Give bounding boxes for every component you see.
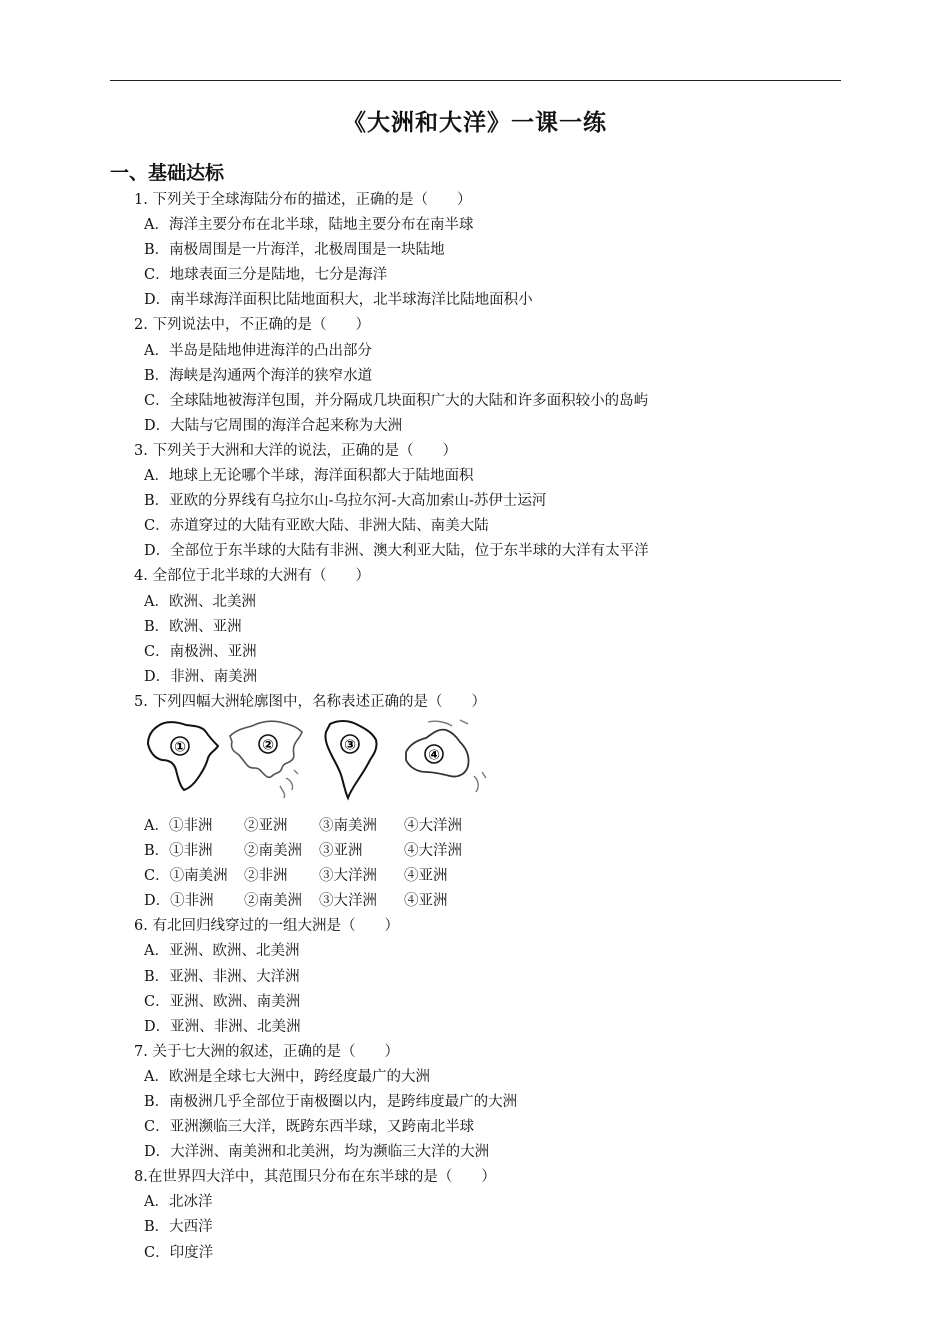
- option: B．南极周围是一片海洋，北极周围是一块陆地: [144, 242, 445, 259]
- africa-outline-map: [144, 716, 222, 796]
- option: B．亚欧的分界线有乌拉尔山-乌拉尔河-大高加索山-苏伊士运河: [144, 493, 547, 510]
- option-cell: C．①南美洲: [144, 868, 228, 885]
- south-america-outline-map: [320, 716, 382, 802]
- option-cell: ②亚洲: [244, 817, 288, 834]
- option: A．欧洲、北美洲: [144, 593, 256, 610]
- option-cell: ④亚洲: [404, 868, 448, 885]
- option-cell: ③亚洲: [319, 843, 363, 860]
- option: C．全球陆地被海洋包围，并分隔成几块面积广大的大陆和许多面积较小的岛屿: [144, 392, 649, 409]
- question-stem: 7. 关于七大洲的叙述，正确的是（ ）: [134, 1043, 399, 1060]
- continent-outline-figure: [144, 716, 834, 812]
- option: D．南半球海洋面积比陆地面积大，北半球海洋比陆地面积小: [144, 292, 533, 309]
- option-row: [134, 864, 834, 889]
- map-label: ④: [428, 747, 440, 764]
- option-row: [134, 814, 834, 839]
- option: D．大陆与它周围的海洋合起来称为大洲: [144, 417, 403, 434]
- option: B．大西洋: [144, 1219, 213, 1236]
- option-cell: ④亚洲: [404, 893, 448, 910]
- page-title: 《大洲和大洋》一课一练: [343, 110, 607, 136]
- option: B．亚洲、非洲、大洋洲: [144, 968, 300, 985]
- option: C．南极洲、亚洲: [144, 643, 257, 660]
- option-row: [134, 839, 834, 864]
- section-heading: 一、基础达标: [110, 162, 225, 184]
- option: C．赤道穿过的大陆有亚欧大陆、非洲大陆、南美大陆: [144, 518, 489, 535]
- option-cell: A．①非洲: [144, 817, 213, 834]
- map-label: ②: [262, 737, 274, 754]
- option-cell: ②非洲: [244, 868, 288, 885]
- option: D．非洲、南美洲: [144, 668, 258, 685]
- option: C．亚洲濒临三大洋，既跨东西半球，又跨南北半球: [144, 1119, 475, 1136]
- option: D．全部位于东半球的大陆有非洲、澳大利亚大陆，位于东半球的大洋有太平洋: [144, 543, 649, 560]
- option: C．印度洋: [144, 1244, 214, 1261]
- option-cell: ②南美洲: [244, 893, 302, 910]
- map-label: ③: [344, 737, 356, 754]
- option: A．半岛是陆地伸进海洋的凸出部分: [144, 342, 372, 359]
- option: C．亚洲、欧洲、南美洲: [144, 993, 301, 1010]
- question-stem: 6. 有北回归线穿过的一组大洲是（ ）: [134, 918, 399, 935]
- question-stem: 4. 全部位于北半球的大洲有（ ）: [134, 568, 370, 585]
- option: C．地球表面三分是陆地，七分是海洋: [144, 267, 388, 284]
- option: B．欧洲、亚洲: [144, 618, 242, 635]
- option: A．欧洲是全球七大洲中，跨经度最广的大洲: [144, 1068, 430, 1085]
- oceania-outline-map: [398, 716, 490, 798]
- option-cell: ④大洋洲: [404, 817, 462, 834]
- option: A．亚洲、欧洲、北美洲: [144, 943, 300, 960]
- map-label: ①: [174, 739, 186, 756]
- question-stem: 3. 下列关于大洲和大洋的说法，正确的是（ ）: [134, 442, 457, 459]
- option: A．海洋主要分布在北半球，陆地主要分布在南半球: [144, 217, 474, 234]
- option-cell: ③大洋洲: [319, 868, 377, 885]
- option: A．北冰洋: [144, 1194, 213, 1211]
- option-cell: D．①非洲: [144, 893, 214, 910]
- option-cell: ③大洋洲: [319, 893, 377, 910]
- option: A．地球上无论哪个半球，海洋面积都大于陆地面积: [144, 468, 474, 485]
- option: D．大洋洲、南美洲和北美洲，均为濒临三大洋的大洲: [144, 1144, 490, 1161]
- header-rule: [110, 80, 841, 81]
- option-cell: B．①非洲: [144, 843, 213, 860]
- asia-outline-map: [224, 716, 306, 800]
- option-row: [134, 889, 834, 914]
- question-stem: 5. 下列四幅大洲轮廓图中，名称表述正确的是（ ）: [134, 693, 486, 710]
- option: B．海峡是沟通两个海洋的狭窄水道: [144, 367, 373, 384]
- question-list: [134, 188, 834, 1266]
- option-cell: ②南美洲: [244, 843, 302, 860]
- option: D．亚洲、非洲、北美洲: [144, 1018, 301, 1035]
- option-cell: ③南美洲: [319, 817, 377, 834]
- question-stem: 2. 下列说法中，不正确的是（ ）: [134, 317, 370, 334]
- option: B．南极洲几乎全部位于南极圈以内，是跨纬度最广的大洲: [144, 1094, 518, 1110]
- question-stem: 1. 下列关于全球海陆分布的描述，正确的是（ ）: [134, 192, 472, 208]
- question-stem: 8.在世界四大洋中，其范围只分布在东半球的是（ ）: [134, 1169, 496, 1186]
- option-cell: ④大洋洲: [404, 843, 462, 860]
